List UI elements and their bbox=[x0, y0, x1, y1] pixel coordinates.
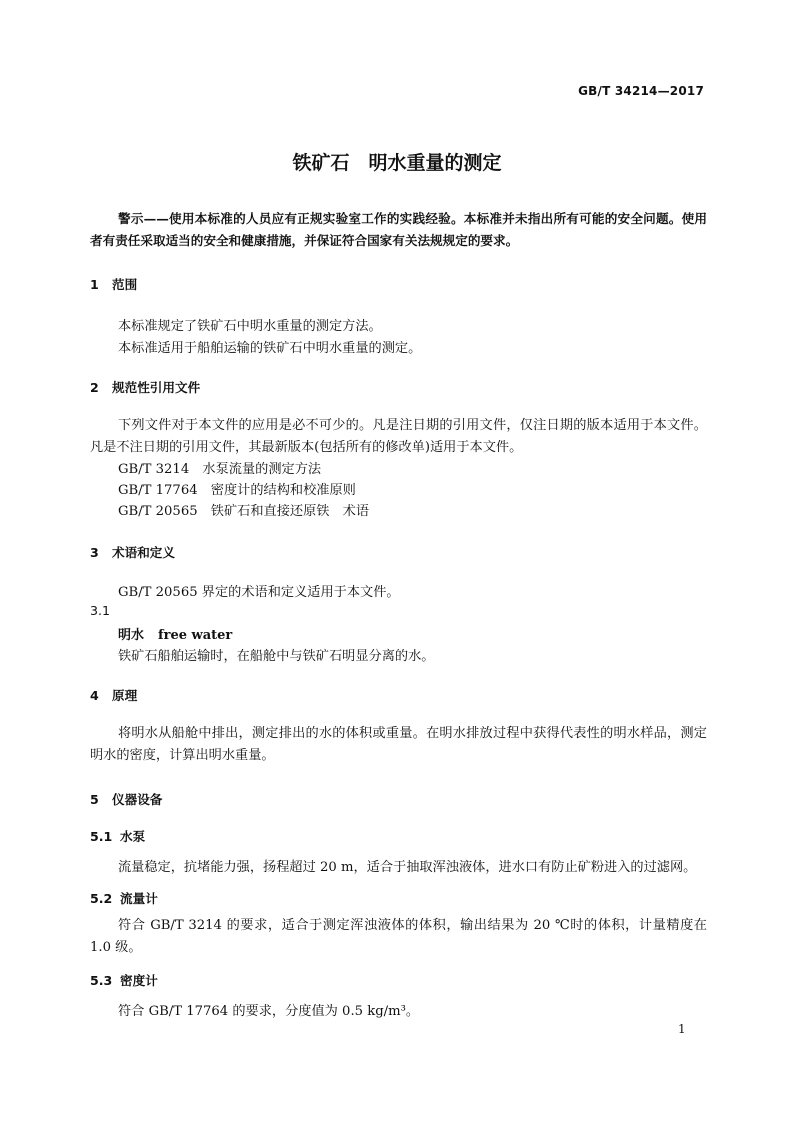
section-number: 3 bbox=[90, 545, 99, 560]
reference-item: GB/T 17764 密度计的结构和校准原则 bbox=[118, 483, 356, 498]
document-title: 铁矿石 明水重量的测定 bbox=[292, 152, 502, 174]
subsection-title: 水泵 bbox=[120, 829, 146, 844]
section-title: 仪器设备 bbox=[112, 792, 163, 807]
pump-text: 流量稳定，抗堵能力强，扬程超过 20 m，适合于抽取浑浊液体，进水口有防止矿粉进入的过滤网。 bbox=[118, 860, 697, 875]
term-number: 3.1 bbox=[90, 603, 111, 618]
subsection-title: 流量计 bbox=[120, 891, 158, 906]
section-heading-references bbox=[90, 377, 200, 396]
term-english: free water bbox=[158, 628, 233, 643]
subsection-heading-pump bbox=[90, 826, 145, 845]
section-number: 4 bbox=[90, 688, 99, 703]
section-number: 5 bbox=[90, 792, 99, 807]
subsection-number: 5.3 bbox=[90, 973, 113, 988]
scope-line-1: 本标准规定了铁矿石中明水重量的测定方法。 bbox=[118, 319, 382, 334]
subsection-heading-densimeter bbox=[90, 970, 158, 989]
section-heading-apparatus bbox=[90, 789, 162, 808]
subsection-number: 5.1 bbox=[90, 829, 113, 844]
flowmeter-paragraph: 符合 GB/T 3214 的要求，适合于测定浑浊液体的体积，输出结果为 20 ℃时的体积，计量精度在 1.0 级。 bbox=[90, 918, 707, 955]
section-title: 范围 bbox=[112, 277, 138, 292]
section-title: 术语和定义 bbox=[112, 545, 175, 560]
section-title: 规范性引用文件 bbox=[112, 380, 201, 395]
references-paragraph: 下列文件对于本文件的应用是必不可少的。凡是注日期的引用文件，仅注日期的版本适用于本文件。凡是不注日期的引用文件，其最新版本(包括所有的修改单)适用于本文件。 bbox=[90, 418, 707, 455]
subsection-heading-flowmeter bbox=[90, 888, 158, 907]
page-number: 1 bbox=[678, 1022, 686, 1036]
reference-item: GB/T 20565 铁矿石和直接还原铁 术语 bbox=[118, 504, 370, 519]
term-chinese: 明水 bbox=[118, 628, 145, 643]
densimeter-text: 符合 GB/T 17764 的要求，分度值为 0.5 kg/m³。 bbox=[118, 1004, 420, 1019]
section-heading-scope bbox=[90, 274, 137, 293]
reference-item: GB/T 3214 水泵流量的测定方法 bbox=[118, 462, 322, 477]
principle-paragraph: 将明水从船舱中排出，测定排出的水的体积或重量。在明水排放过程中获得代表性的明水样品，测定明水的密度，计算出明水重量。 bbox=[90, 726, 707, 763]
section-number: 2 bbox=[90, 380, 99, 395]
terms-line: GB/T 20565 界定的术语和定义适用于本文件。 bbox=[118, 585, 400, 600]
section-title: 原理 bbox=[112, 688, 138, 703]
term-definition: 铁矿石船舶运输时，在船舱中与铁矿石明显分离的水。 bbox=[118, 649, 435, 664]
scope-line-2: 本标准适用于船舶运输的铁矿石中明水重量的测定。 bbox=[118, 341, 422, 356]
term-entry bbox=[118, 624, 232, 643]
section-heading-terms bbox=[90, 542, 175, 561]
section-number: 1 bbox=[90, 277, 99, 292]
standard-code: GB/T 34214—2017 bbox=[578, 84, 704, 98]
section-heading-principle bbox=[90, 685, 137, 704]
subsection-title: 密度计 bbox=[120, 973, 158, 988]
warning-paragraph: 警示——使用本标准的人员应有正规实验室工作的实践经验。本标准并未指出所有可能的安全问题。使用者有责任采取适当的安全和健康措施，并保证符合国家有关法规规定的要求。 bbox=[90, 211, 707, 248]
subsection-number: 5.2 bbox=[90, 891, 113, 906]
